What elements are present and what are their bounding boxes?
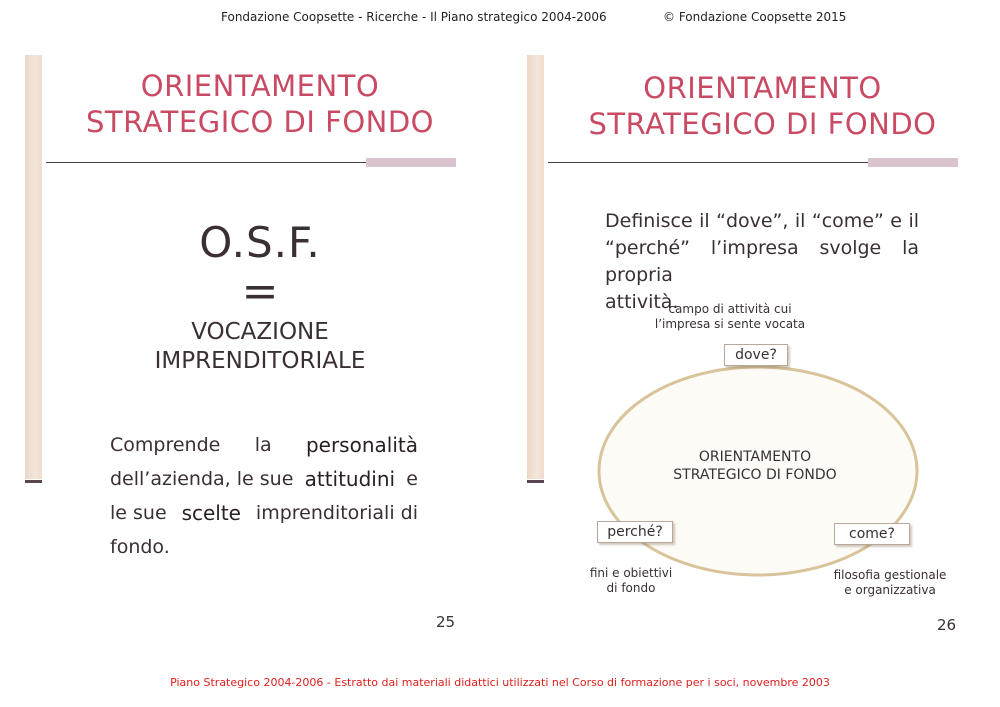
center-line2: STRATEGICO DI FONDO [673, 467, 837, 483]
slide1-sidebar-foot [25, 480, 42, 483]
slide2-title-line1: ORIENTAMENTO [643, 71, 882, 105]
slide2-sidebar-foot [527, 480, 544, 483]
para-emphasis: scelte [181, 501, 241, 525]
center-line1: ORIENTAMENTO [698, 449, 812, 465]
slide2-sidebar-bar [527, 55, 544, 479]
diagram-center-label [650, 448, 860, 484]
para-line2 [110, 462, 418, 496]
dove-label: dove? [724, 344, 788, 366]
para-emphasis: personalità [305, 433, 418, 457]
perche-note-line2: di fondo [606, 581, 656, 595]
para-text: Comprende [110, 434, 221, 456]
slide1-title [60, 68, 460, 140]
document-header-right: © Fondazione Coopsette 2015 [663, 10, 847, 24]
slide2-title-accent [868, 158, 958, 167]
slide1-abbreviation: O.S.F. [199, 218, 321, 267]
slide2-definition [605, 208, 919, 316]
para-text: le sue [110, 502, 167, 524]
slide1-title-accent [366, 158, 456, 167]
slide1-page-number: 25 [436, 613, 456, 631]
definition-line2: “perché” l’impresa svolge la propria [605, 237, 919, 286]
come-note-line1: filosofia gestionale [833, 568, 947, 582]
definition-line1: Definisce il “dove”, il “come” e il [605, 210, 919, 232]
para-line4: fondo. [110, 536, 170, 558]
para-text: dell’azienda, le sue [110, 468, 294, 490]
slide1-title-line1: ORIENTAMENTO [140, 69, 380, 103]
para-text: la [254, 434, 272, 456]
slide1-sidebar-bar [25, 55, 42, 479]
dove-note-line2: l’impresa si sente vocata [654, 317, 806, 331]
slide2-title [560, 70, 965, 142]
para-text: imprenditoriali di [255, 502, 418, 524]
perche-label: perché? [597, 521, 673, 543]
slide2-page-number: 26 [937, 616, 957, 634]
vocazione-line2: IMPRENDITORIALE [154, 348, 366, 374]
slide1-paragraph [110, 428, 418, 564]
come-note [820, 568, 960, 598]
vocazione-line1: VOCAZIONE [191, 319, 329, 345]
definition-line3: attività. [605, 291, 679, 313]
document-footer: Piano Strategico 2004-2006 - Estratto dai materiali didattici utilizzati nel Corso di formazione per i soci, novembre 2003 [170, 676, 830, 689]
para-text: e [406, 468, 418, 490]
dove-note-line1: campo di attività cui [668, 302, 792, 316]
come-label: come? [834, 523, 910, 545]
dove-note [640, 302, 820, 332]
perche-note-line1: fini e obiettivi [589, 566, 673, 580]
come-note-line2: e organizzativa [844, 583, 936, 597]
slide1-title-line2: STRATEGICO DI FONDO [86, 105, 434, 139]
slide1-equals-sign: = [241, 266, 279, 317]
para-line3 [110, 496, 418, 530]
slide1-vocazione [110, 318, 410, 376]
document-header-left: Fondazione Coopsette - Ricerche - Il Piano strategico 2004-2006 [221, 10, 607, 24]
perche-note [566, 566, 696, 596]
para-line1 [110, 428, 418, 462]
slide2-title-line2: STRATEGICO DI FONDO [588, 107, 937, 141]
para-emphasis: attitudini [304, 467, 396, 491]
